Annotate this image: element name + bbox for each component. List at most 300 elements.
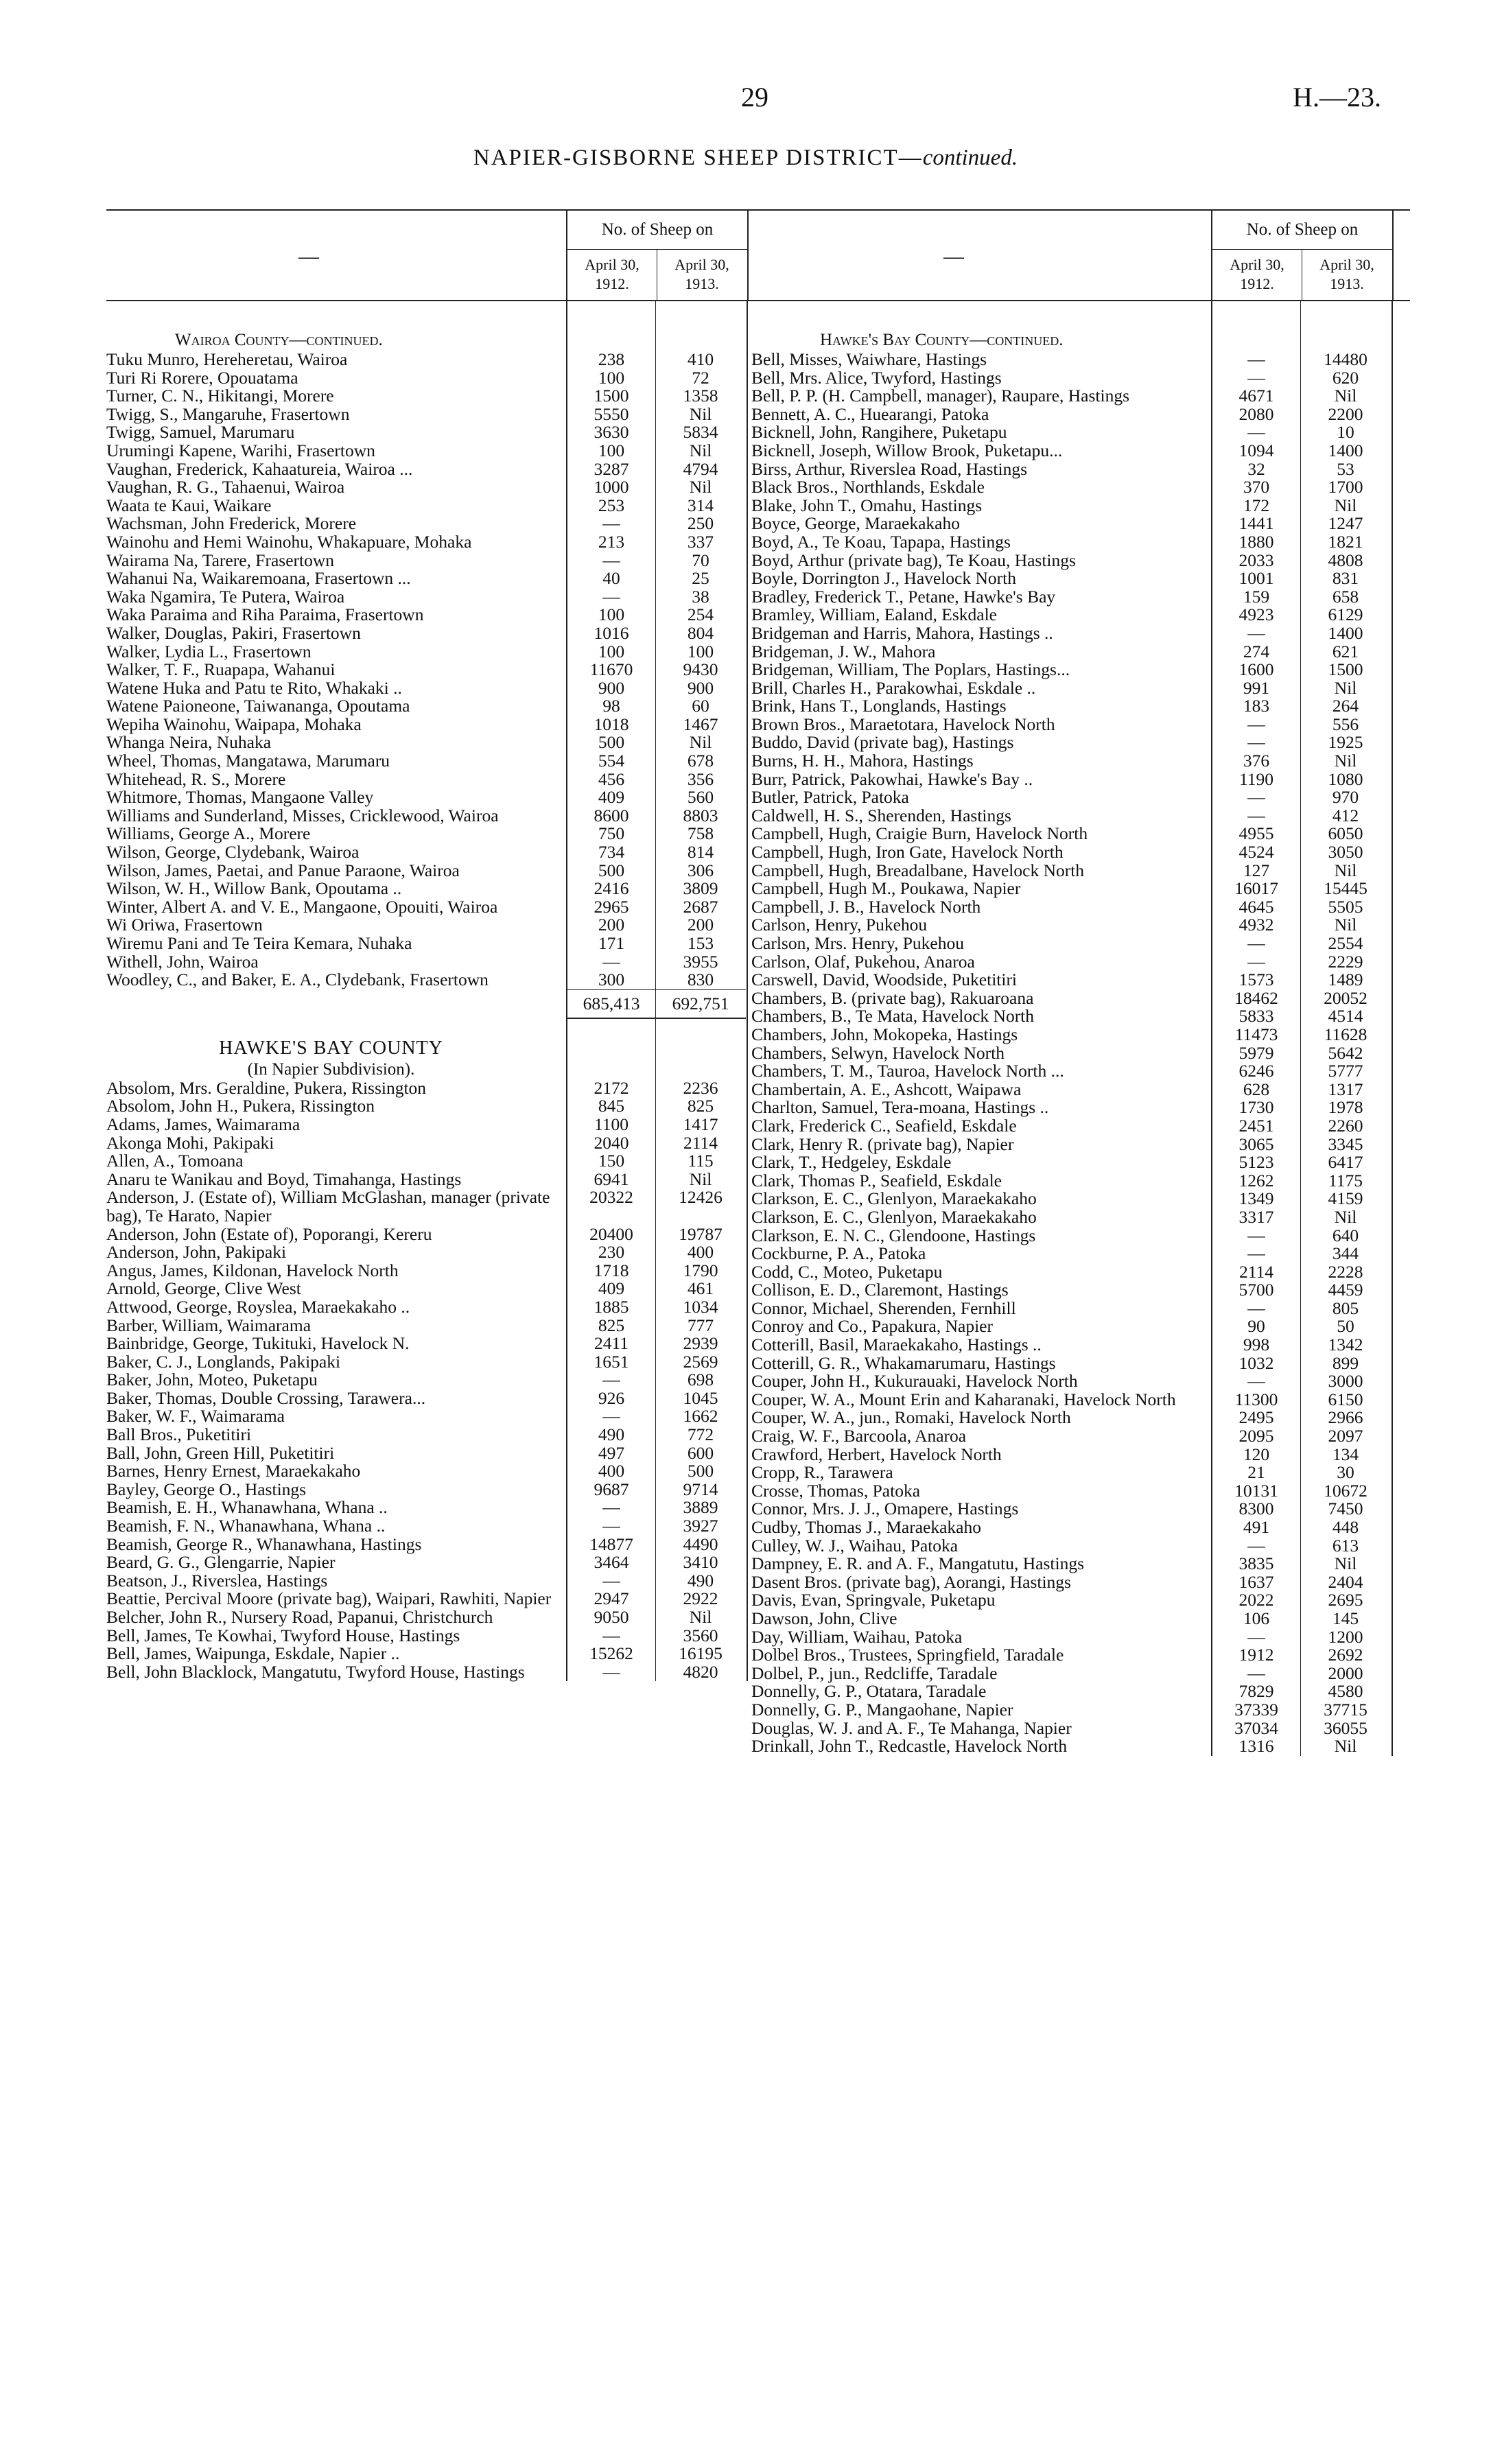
owner-name: Baker, C. J., Longlands, Pakipaki <box>106 1351 341 1372</box>
table-row <box>751 1026 1410 1044</box>
sheep-1912: 5550 <box>594 403 629 424</box>
table-row <box>751 1591 1410 1610</box>
owner-name: Charlton, Samuel, Tera-moana, Hastings .. <box>751 1097 1049 1118</box>
sheep-1913: 2236 <box>683 1077 718 1098</box>
owner-name: Cudby, Thomas J., Maraekakaho <box>751 1517 981 1537</box>
owner-name: Buddo, David (private bag), Hastings <box>751 732 1014 753</box>
sheep-1912: 100 <box>598 641 625 661</box>
owner-name: Walker, T. F., Ruapapa, Wahanui <box>106 659 336 680</box>
sheep-1913: 10 <box>1337 422 1354 443</box>
sheep-1913: 1342 <box>1328 1335 1363 1355</box>
owner-name: Boyd, A., Te Koau, Tapapa, Hastings <box>751 531 1011 552</box>
sheep-1912: 120 <box>1243 1444 1270 1464</box>
sheep-1913: 1925 <box>1328 732 1363 753</box>
sheep-1912: — <box>602 1370 620 1390</box>
sheep-1912: 2040 <box>594 1132 629 1153</box>
table-row <box>106 1499 765 1517</box>
sheep-1912: 37339 <box>1234 1699 1278 1720</box>
owner-name: Davis, Evan, Springvale, Puketapu <box>751 1590 996 1610</box>
sheep-1913: 814 <box>687 842 714 863</box>
owner-name: Beatson, J., Riverslea, Hastings <box>106 1570 328 1591</box>
owner-name: Donnelly, G. P., Otatara, Taradale <box>751 1681 987 1702</box>
sheep-1913: Nil <box>1334 1553 1357 1574</box>
year-1912-header: April 30, 1912. <box>1212 250 1302 300</box>
sheep-1913: 6150 <box>1328 1389 1363 1409</box>
table-row <box>106 661 765 679</box>
owner-name: Cockburne, P. A., Patoka <box>751 1243 926 1264</box>
owner-name: Bramley, William, Ealand, Eskdale <box>751 605 997 625</box>
section-heading: Hawke's Bay County—continued. <box>820 331 1064 349</box>
sheep-1913: 9430 <box>683 659 718 680</box>
sheep-1913: 5505 <box>1328 896 1363 917</box>
table-row <box>751 697 1410 716</box>
table-row <box>751 862 1410 880</box>
sheep-1912: 8300 <box>1238 1499 1274 1519</box>
sheep-1912: 2947 <box>594 1588 629 1609</box>
table-row <box>751 478 1410 497</box>
table-row <box>751 1555 1410 1573</box>
sheep-1913: 412 <box>1332 805 1359 825</box>
owner-name: Burns, H. H., Mahora, Hastings <box>751 751 974 771</box>
owner-name: Bell, P. P. (H. Campbell, manager), Raupare, Hastings <box>751 386 1129 406</box>
table-row <box>106 423 765 442</box>
sheep-1913: 1489 <box>1328 970 1363 990</box>
owner-name: Bridgeman and Harris, Mahora, Hastings .. <box>751 622 1053 643</box>
table-row <box>106 460 765 479</box>
name-column-header: — <box>298 245 319 268</box>
sheep-1913: 2692 <box>1328 1645 1363 1665</box>
sheep-1912: 1262 <box>1238 1170 1274 1190</box>
table-row <box>751 1227 1410 1245</box>
owner-name: Bell, James, Te Kowhai, Twyford House, Hastings <box>106 1625 460 1645</box>
sheep-1913: Nil <box>689 403 712 424</box>
owner-name: Clarkson, E. C., Glenlyon, Maraekakaho <box>751 1206 1037 1227</box>
sheep-1912: 2495 <box>1238 1407 1274 1428</box>
sheep-1913: 15445 <box>1324 878 1367 899</box>
owner-name: Bell, James, Waipunga, Eskdale, Napier .. <box>106 1643 400 1664</box>
total-1913: 692,751 <box>672 993 729 1013</box>
name-column-header: — <box>943 245 964 268</box>
owner-name: Bell, Misses, Waiwhare, Hastings <box>751 349 987 369</box>
sheep-1912: 100 <box>598 605 625 625</box>
owner-name: Bayley, George O., Hastings <box>106 1479 307 1499</box>
table-row <box>751 570 1410 588</box>
owner-name: Bradley, Frederick T., Petane, Hawke's Bay <box>751 586 1056 607</box>
year-1913-header: April 30, 1913. <box>1319 256 1374 292</box>
owner-name: Waata te Kaui, Waikare <box>106 495 272 515</box>
sheep-1912: 172 <box>1243 495 1270 515</box>
owner-name: Angus, James, Kildonan, Havelock North <box>106 1260 399 1280</box>
table-row <box>106 1317 765 1335</box>
sheep-1912: 7829 <box>1238 1681 1274 1702</box>
sheep-1912: — <box>1247 933 1265 953</box>
owner-name: Cropp, R., Tarawera <box>751 1462 893 1483</box>
owner-name: Codd, C., Moteo, Puketapu <box>751 1261 943 1282</box>
sheep-1912: 2022 <box>1238 1590 1274 1610</box>
table-row <box>106 1407 765 1426</box>
table-header <box>106 209 765 301</box>
sheep-1913: 344 <box>1332 1243 1359 1264</box>
owner-name: Bainbridge, George, Tukituki, Havelock N. <box>106 1333 410 1354</box>
table-row <box>751 1281 1410 1300</box>
table-row <box>106 679 765 698</box>
sheep-1912: 150 <box>598 1151 625 1171</box>
owner-name: Campbell, J. B., Havelock North <box>751 896 981 917</box>
owner-name: Craig, W. F., Barcoola, Anaroa <box>751 1426 967 1446</box>
sheep-1912: 1500 <box>594 386 629 406</box>
owner-name: Beamish, E. H., Whanawhana, Whana .. <box>106 1497 388 1518</box>
owner-name: Clark, Frederick C., Seafield, Eskdale <box>751 1115 1017 1136</box>
owner-name: Baker, Thomas, Double Crossing, Tarawera... <box>106 1387 426 1408</box>
table-row <box>106 1097 765 1116</box>
owner-name: Walker, Lydia L., Frasertown <box>106 641 312 661</box>
sheep-1913: 200 <box>687 915 714 935</box>
sheep-1913: 1034 <box>683 1296 718 1317</box>
sheep-1913: 6417 <box>1328 1152 1363 1173</box>
sheep-1913: 10672 <box>1324 1480 1367 1501</box>
sheep-1912: 1018 <box>594 714 629 734</box>
sheep-1912: 490 <box>598 1424 625 1445</box>
sheep-1913: 410 <box>687 349 714 369</box>
sheep-1913: Nil <box>1334 495 1357 515</box>
table-row <box>106 1389 765 1408</box>
table-row <box>751 1464 1410 1482</box>
table-body <box>106 301 765 1681</box>
owner-name: Birss, Arthur, Riverslea Road, Hastings <box>751 458 1027 479</box>
sheep-1912: 370 <box>1243 477 1270 497</box>
owner-name: Brink, Hans T., Longlands, Hastings <box>751 696 1007 716</box>
owner-name: Vaughan, Frederick, Kahaatureia, Wairoa ... <box>106 458 413 479</box>
sheep-1913: 3000 <box>1328 1371 1363 1392</box>
sheep-1913: 970 <box>1332 787 1359 808</box>
owner-name: Black Bros., Northlands, Eskdale <box>751 477 985 497</box>
section-heading: Wairoa County—continued. <box>175 331 383 349</box>
table-row <box>106 1079 765 1098</box>
owner-name: Allen, A., Tomoana <box>106 1151 244 1171</box>
sheep-1913: 825 <box>687 1096 714 1116</box>
sheep-1912: 4671 <box>1238 386 1274 406</box>
sheep-1913: 7450 <box>1328 1499 1363 1519</box>
sheep-1913: 448 <box>1332 1517 1359 1537</box>
owner-name: Williams, George A., Morere <box>106 823 311 844</box>
table-row <box>751 460 1410 479</box>
row-list <box>751 351 1410 1756</box>
owner-name: Carlson, Henry, Pukehou <box>751 915 928 935</box>
sheep-1912: — <box>1247 732 1265 753</box>
sheep-1913: 1700 <box>1328 477 1363 497</box>
sheep-1912: 9687 <box>594 1479 629 1499</box>
sheep-1913: 3050 <box>1328 842 1363 863</box>
sheep-1912: 1316 <box>1238 1736 1274 1757</box>
title-main: NAPIER-GISBORNE SHEEP DISTRICT— <box>473 145 923 170</box>
sheep-1912: 14877 <box>589 1534 633 1554</box>
sheep-1912: 456 <box>598 768 625 789</box>
sheep-1913: 2554 <box>1328 933 1363 953</box>
sheep-1912: 11473 <box>1234 1024 1278 1044</box>
sheep-1912: — <box>1247 367 1265 388</box>
sheep-1913: 337 <box>687 531 714 552</box>
right-column <box>751 209 1410 1756</box>
sheep-1912: 1349 <box>1238 1188 1274 1209</box>
sheep-1913: 3889 <box>683 1497 718 1518</box>
table-row <box>106 1188 765 1225</box>
sheep-1913: 620 <box>1332 367 1359 388</box>
table-row <box>106 588 765 607</box>
owner-name: Wilson, James, Paetai, and Panue Paraone, Wairoa <box>106 860 460 880</box>
sheep-1912: 106 <box>1243 1608 1270 1628</box>
sheep-1912: 900 <box>598 677 625 698</box>
owner-name: Anaru te Wanikau and Boyd, Timahanga, Hastings <box>106 1169 462 1189</box>
sheep-1913: 804 <box>687 622 714 643</box>
sheep-1912: — <box>1247 805 1265 825</box>
sheep-1912: 159 <box>1243 586 1270 607</box>
sheep-1913: 2695 <box>1328 1590 1363 1610</box>
owner-name: Connor, Mrs. J. J., Omapere, Hastings <box>751 1499 1019 1519</box>
sheep-1913: 1317 <box>1328 1079 1363 1099</box>
sheep-1913: 70 <box>692 550 709 570</box>
owner-name: Williams and Sunderland, Misses, Cricklewood, Wairoa <box>106 805 499 825</box>
owner-name: Wi Oriwa, Frasertown <box>106 915 263 935</box>
sheep-1912: — <box>1247 787 1265 808</box>
owner-name: Donnelly, G. P., Mangaohane, Napier <box>751 1699 1013 1720</box>
table-row <box>751 880 1410 898</box>
table-row <box>751 351 1410 369</box>
sheep-1912: 1094 <box>1238 440 1274 460</box>
owner-name: Crosse, Thomas, Patoka <box>751 1480 921 1501</box>
owner-name: Campbell, Hugh, Breadalbane, Havelock North <box>751 860 1085 880</box>
owner-name: Adams, James, Waimarama <box>106 1114 301 1134</box>
owner-name: Akonga Mohi, Pakipaki <box>106 1132 274 1153</box>
table-row <box>751 1263 1410 1282</box>
sheep-1912: 500 <box>598 732 625 753</box>
table-row <box>751 442 1410 460</box>
table-row <box>751 898 1410 917</box>
table-row <box>751 1136 1410 1154</box>
table-row <box>751 1628 1410 1647</box>
owner-name: Clarkson, E. C., Glenlyon, Maraekakaho <box>751 1188 1037 1209</box>
table-row <box>106 1553 765 1572</box>
sheep-1913: 3410 <box>683 1552 718 1573</box>
sheep-1912: 274 <box>1243 641 1270 661</box>
table-row <box>106 807 765 825</box>
sheep-1913: 830 <box>687 970 714 990</box>
sheep-1913: 264 <box>1332 696 1359 716</box>
table-row <box>751 679 1410 698</box>
table-row <box>106 643 765 661</box>
sheep-1913: 2922 <box>683 1588 718 1609</box>
sheep-1913: 3809 <box>683 878 718 899</box>
sheep-1912: 2080 <box>1238 403 1274 424</box>
owner-name: Chambers, B., Te Mata, Havelock North <box>751 1006 1035 1026</box>
owner-name: Culley, W. J., Waihau, Patoka <box>751 1535 959 1556</box>
owner-name: Wilson, George, Clydebank, Wairoa <box>106 842 360 863</box>
owner-name: Dawson, John, Clive <box>751 1608 897 1628</box>
owner-name: Clarkson, E. N. C., Glendoone, Hastings <box>751 1225 1036 1245</box>
owner-name: Beattie, Percival Moore (private bag), Waipari, Rawhiti, Napier <box>106 1588 552 1609</box>
table-row <box>106 1335 765 1353</box>
sheep-1912: — <box>1247 1626 1265 1647</box>
sheep-1913: 30 <box>1337 1462 1354 1483</box>
table-row <box>751 971 1410 989</box>
table-row <box>106 898 765 917</box>
sheep-1913: 461 <box>687 1278 714 1299</box>
owner-name: Carlson, Olaf, Pukehou, Anaroa <box>751 951 975 972</box>
table-row <box>751 1062 1410 1081</box>
table-row <box>106 1608 765 1627</box>
sheep-1913: 134 <box>1332 1444 1359 1464</box>
table-row <box>106 1462 765 1481</box>
sheep-1913: 5834 <box>683 422 718 443</box>
sheep-1912: 3464 <box>594 1552 629 1573</box>
sheep-1912: 98 <box>602 696 620 716</box>
county-total <box>566 989 746 1019</box>
sheep-1912: — <box>602 1516 620 1536</box>
table-row <box>751 1482 1410 1501</box>
table-row <box>106 515 765 533</box>
table-row <box>751 825 1410 843</box>
sheep-1913: Nil <box>689 1607 712 1627</box>
sheep-1912: 1880 <box>1238 531 1274 552</box>
section-subheading: (In Napier Subdivision). <box>247 1059 415 1079</box>
table-row <box>106 442 765 460</box>
owner-name: Douglas, W. J. and A. F., Te Mahanga, Napier <box>751 1717 1072 1738</box>
sheep-1913: 20052 <box>1324 987 1367 1008</box>
sheep-1912: 21 <box>1247 1462 1265 1483</box>
sheep-1913: 38 <box>692 586 709 607</box>
owner-name: Butler, Patrick, Patoka <box>751 787 909 808</box>
owner-name: Chambers, John, Mokopeka, Hastings <box>751 1024 1018 1044</box>
table-row <box>106 1572 765 1591</box>
total-1912: 685,413 <box>583 993 640 1013</box>
table-row <box>106 1371 765 1389</box>
owner-name: Bicknell, Joseph, Willow Brook, Puketapu... <box>751 440 1063 460</box>
sheep-1913: 560 <box>687 787 714 808</box>
table-row <box>106 1536 765 1554</box>
owner-name: Clark, T., Hedgeley, Eskdale <box>751 1152 952 1173</box>
sheep-1912: — <box>1247 422 1265 443</box>
sheep-1912: 1573 <box>1238 970 1274 990</box>
table-row <box>751 1518 1410 1537</box>
sheep-1912: 18462 <box>1234 987 1278 1008</box>
owner-name: Wairama Na, Tarere, Frasertown <box>106 550 334 570</box>
table-row <box>751 533 1410 552</box>
owner-name: Caldwell, H. S., Sherenden, Hastings <box>751 805 1011 825</box>
sheep-1913: 658 <box>1332 586 1359 607</box>
owner-name: Belcher, John R., Nursery Road, Papanui, Christchurch <box>106 1607 493 1627</box>
sheep-1912: 11300 <box>1234 1389 1278 1409</box>
sheep-1912: 5700 <box>1238 1280 1274 1300</box>
owner-name: Bennett, A. C., Huearangi, Patoka <box>751 403 989 424</box>
table-row <box>106 1171 765 1189</box>
table-row <box>751 1245 1410 1263</box>
owner-name: Watene Huka and Patu te Rito, Whakaki .. <box>106 677 402 698</box>
owner-name: Bell, John Blacklock, Mangatutu, Twyford House, Hastings <box>106 1661 525 1682</box>
sheep-1913: 25 <box>692 568 709 589</box>
table-row <box>751 1190 1410 1208</box>
sheep-1912: 376 <box>1243 751 1270 771</box>
section-heading: HAWKE'S BAY COUNTY <box>219 1037 443 1059</box>
sheep-1913: 640 <box>1332 1225 1359 1245</box>
owner-name: Wiremu Pani and Te Teira Kemara, Nuhaka <box>106 933 412 953</box>
sheep-1913: 1045 <box>683 1387 718 1408</box>
sheep-1913: 72 <box>692 367 709 388</box>
table-row <box>106 1426 765 1444</box>
sheep-1912: 3630 <box>594 422 629 443</box>
sheep-1913: 831 <box>1332 568 1359 589</box>
title-continued: continued. <box>922 145 1018 170</box>
sheep-1912: — <box>602 586 620 607</box>
owner-name: Boyle, Dorrington J., Havelock North <box>751 568 1016 589</box>
table-row <box>751 1300 1410 1318</box>
sheep-1913: 12426 <box>679 1187 723 1208</box>
sheep-1912: 40 <box>602 568 620 589</box>
sheep-1912: 171 <box>598 933 625 953</box>
owner-name: Blake, John T., Omahu, Hastings <box>751 495 983 515</box>
sheep-1912: 2033 <box>1238 550 1274 570</box>
sheep-1912: 6246 <box>1238 1061 1274 1081</box>
table-row <box>751 1665 1410 1683</box>
sheep-1912: 2172 <box>594 1077 629 1098</box>
owner-name: Whanga Neira, Nuhaka <box>106 732 272 753</box>
sheep-1912: — <box>602 1497 620 1518</box>
owner-name: Dolbel Bros., Trustees, Springfield, Taradale <box>751 1645 1064 1665</box>
sheep-1912: 10131 <box>1234 1480 1278 1501</box>
sheep-1912: 100 <box>598 440 625 460</box>
sheep-1913: Nil <box>1334 1206 1357 1227</box>
table-row <box>751 1701 1410 1720</box>
table-row <box>751 369 1410 388</box>
sheep-1913: 3955 <box>683 951 718 972</box>
sheep-1912: 1718 <box>594 1260 629 1280</box>
sheep-1912: 2965 <box>594 896 629 917</box>
table-row <box>106 716 765 734</box>
sheep-1912: — <box>1247 349 1265 369</box>
sheep-1912: 926 <box>598 1387 625 1408</box>
sheep-1912: 15262 <box>589 1643 633 1664</box>
sheep-1912: 4932 <box>1238 915 1274 935</box>
table-row <box>106 788 765 807</box>
sheep-1912: — <box>1247 1371 1265 1392</box>
sheep-1913: 621 <box>1332 641 1359 661</box>
table-row <box>751 1500 1410 1518</box>
sheep-1913: Nil <box>689 440 712 460</box>
sheep-1913: 4808 <box>1328 550 1363 570</box>
sheep-1913: 6050 <box>1328 823 1363 844</box>
sheep-1912: 90 <box>1247 1316 1265 1337</box>
sheep-1913: 53 <box>1337 458 1354 479</box>
owner-name: Bridgeman, J. W., Mahora <box>751 641 936 661</box>
owner-name: Barber, William, Waimarama <box>106 1315 312 1335</box>
sheep-1912: 300 <box>598 970 625 990</box>
sheep-1913: 899 <box>1332 1352 1359 1373</box>
sheep-count-header <box>566 211 749 300</box>
sheep-1913: 1400 <box>1328 622 1363 643</box>
owner-name: Ball, John, Green Hill, Puketitiri <box>106 1442 335 1463</box>
table-row <box>751 515 1410 533</box>
sheep-1913: 2228 <box>1328 1261 1363 1282</box>
table-row <box>751 916 1410 935</box>
sheep-1912: 5123 <box>1238 1152 1274 1173</box>
table-row <box>106 478 765 497</box>
sheep-1912: 628 <box>1243 1079 1270 1099</box>
owner-name: Crawford, Herbert, Havelock North <box>751 1444 1002 1464</box>
page-title <box>0 145 1491 171</box>
sheep-1913: 6129 <box>1328 605 1363 625</box>
sheep-1912: 1001 <box>1238 568 1274 589</box>
sheep-1912: 1100 <box>594 1114 629 1134</box>
sheep-1913: 1821 <box>1328 531 1363 552</box>
sheep-1913: 1247 <box>1328 513 1363 534</box>
